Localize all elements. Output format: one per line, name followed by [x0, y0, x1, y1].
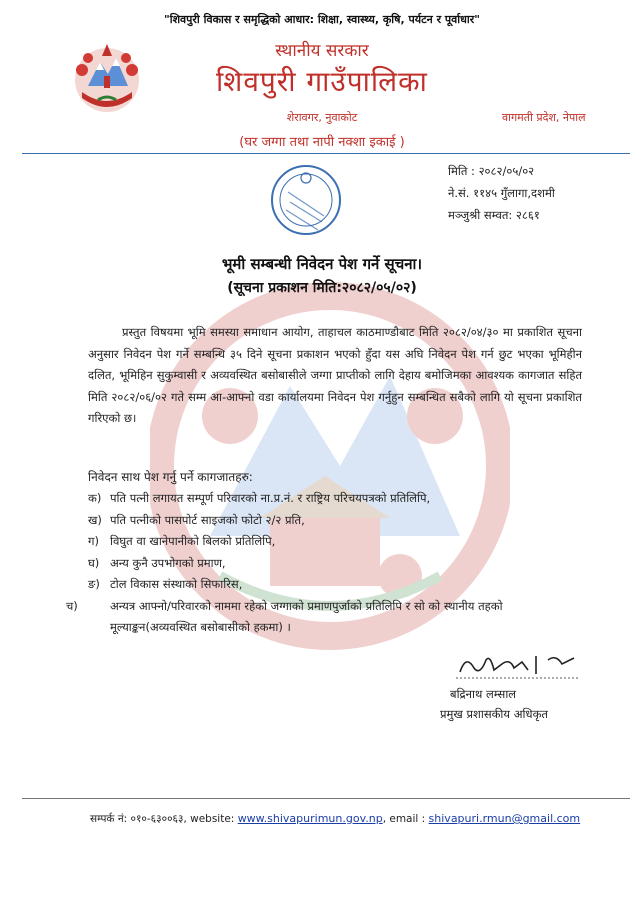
footer-divider — [22, 798, 630, 799]
header-divider — [22, 153, 630, 154]
document-list — [66, 488, 588, 639]
list-item: ग) विघुत वा खानेपानीको बिलको प्रतिलिपि, — [88, 534, 276, 548]
date-nepal-sambat: ने.सं. ११४५ गुँलागा,दशमी — [448, 186, 555, 200]
website-link[interactable]: www.shivapurimun.gov.np — [237, 812, 383, 825]
list-item: ङ) टोल विकास संस्थाको सिफारिस, — [88, 577, 243, 591]
notice-subtitle: (सूचना प्रकाशन मिति:२०८२/०५/०२) — [227, 280, 417, 296]
office-stamp-icon — [266, 160, 346, 240]
document-list-heading: निवेदन साथ पेश गर्नु पर्ने कागजातहरु: — [88, 470, 253, 484]
motto: "शिवपुरी विकास र समृद्धिको आधार: शिक्षा, स्वास्थ्य, कृषि, पर्यटन र पूर्वाधार" — [164, 13, 480, 26]
signatory-designation: प्रमुख प्रशासकीय अधिकृत — [440, 707, 548, 721]
unit-label: (घर जग्गा तथा नापी नक्शा इकाई ) — [239, 135, 405, 150]
province-label: वागमती प्रदेश, नेपाल — [502, 111, 586, 124]
contact-label: सम्पर्क नं: ०१०-६३००६३, website: — [90, 813, 235, 825]
signatory-name: बद्रिनाथ लम्साल — [450, 687, 517, 701]
footer-contact — [90, 812, 580, 826]
list-item: घ) अन्य कुनै उपभोगको प्रमाण, — [88, 555, 226, 570]
date-manjushree: मञ्जुश्री सम्वत: २८६१ — [448, 208, 540, 222]
list-item: क) पति पत्नी लगायत सम्पूर्ण परिवारको ना.प्र.नं. र राष्ट्रिय परिचयपत्रको प्रतिलिपि, — [88, 491, 431, 505]
email-link[interactable]: shivapuri.rmun@gmail.com — [428, 812, 581, 825]
list-item: च) अन्यत्र आफ्नो/परिवारको नाममा रहेको जग्गाको प्रमाणपुर्जाको प्रतिलिपि र सो को स्थानीय तहको मूल्याङ्कन(अव्यवस्थित बसोबासीको हकमा) । — [66, 598, 503, 634]
government-label: स्थानीय सरकार — [275, 41, 369, 61]
office-location: शेरावगर, नुवाकोट — [286, 111, 358, 124]
date-miti: मिति : २०८२/०५/०२ — [448, 164, 535, 178]
signature-icon — [452, 650, 582, 680]
email-label: , email : — [382, 813, 426, 825]
date-block — [448, 160, 555, 226]
municipality-name: शिवपुरी गाउँपालिका — [216, 65, 428, 98]
list-item: ख) पति पत्नीको पासपोर्ट साइजको फोटो २/२ प्रति, — [88, 512, 305, 527]
notice-body: प्रस्तुत विषयमा भूमि समस्या समाधान आयोग, ताहाचल काठमाण्डौबाट मिति २०८२/०४/३० मा प्रकाशित सूचना अनुसार निवेदन पेश गर्ने सम्बन्धि ३५ दिने सूचना प्रकाशन भएको हुँदा यस अघि निवेदन पेश गर्न छुट भएका भूमिहीन दलित, भूमिहिन सुकुम्वासी र अव्यवस्थित बसोबासीले जग्गा प्राप्तीको लागि देहाय बमोजिमका आवश्यक कागजात सहित मिति २०८२/०६/०२ गते सम्म आ-आफ्नो वडा कार्यालयमा निवेदन पेश गर्नुहुन सम्बन्धित सबैको लागि यो सूचना प्रकाशित गरिएको छ। — [88, 325, 582, 425]
notice-title: भूमी सम्बन्धी निवेदन पेश गर्ने सूचना। — [221, 255, 423, 273]
